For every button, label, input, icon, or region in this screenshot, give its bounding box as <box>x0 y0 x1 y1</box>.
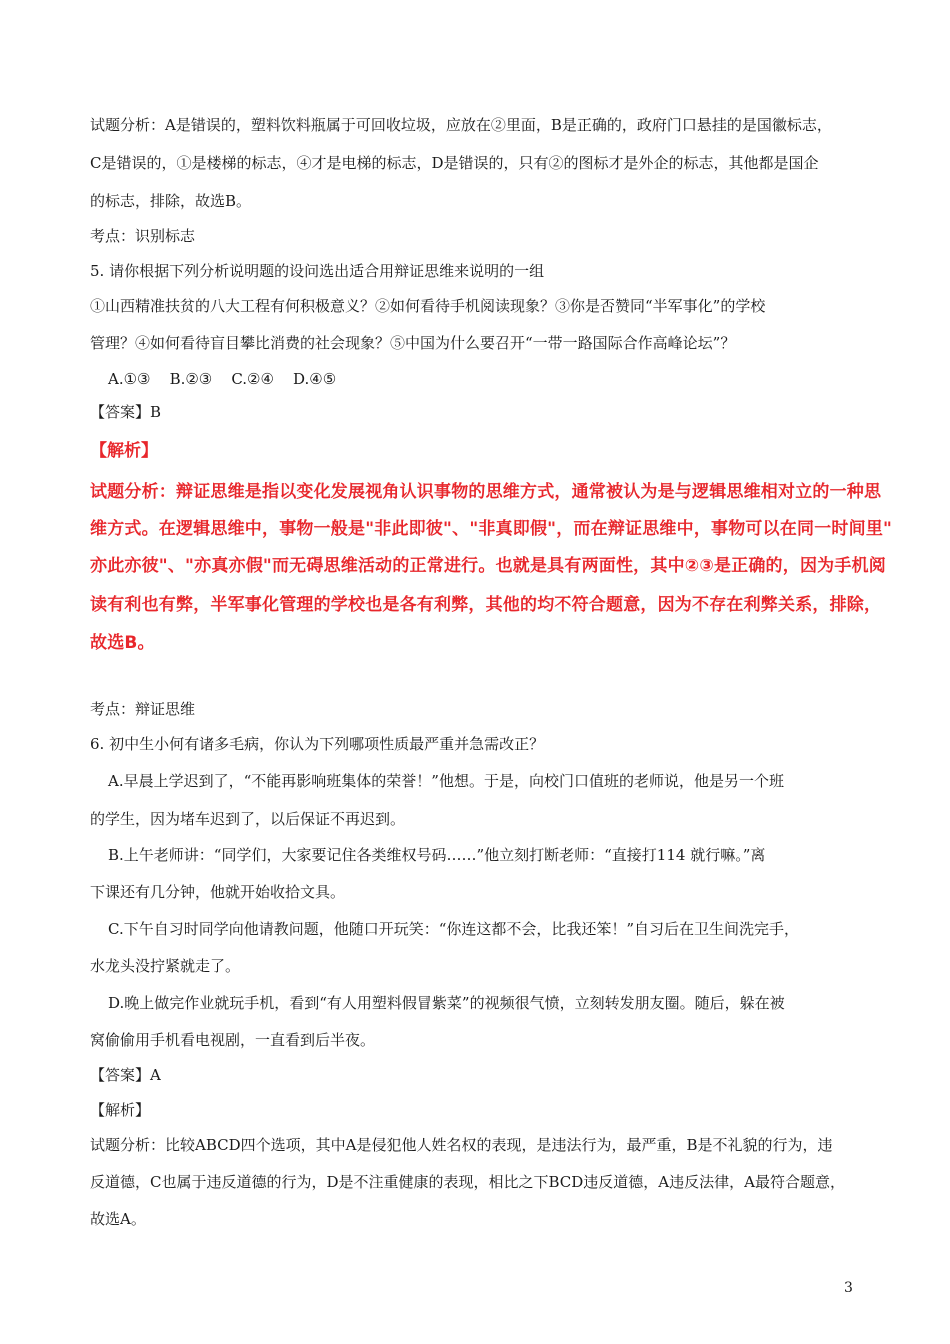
q5-items-line-1: ①山西精准扶贫的八大工程有何积极意义？②如何看待手机阅读现象？③你是否赞同“半军事化”的学校 <box>90 297 766 315</box>
q6-analysis-line-1: 试题分析：比较ABCD四个选项，其中A是侵犯他人姓名权的表现，是违法行为，最严重，B是不礼貌的行为，违 <box>90 1136 833 1154</box>
q4-analysis-line-2: C是错误的，①是楼梯的标志，④才是电梯的标志，D是错误的，只有②的图标才是外企的标志，其他都是国企 <box>90 154 819 172</box>
q6-option-c-line-2: 水龙头没拧紧就走了。 <box>90 957 241 975</box>
q5-stem: 5. 请你根据下列分析说明题的设问选出适合用辩证思维来说明的一组 <box>90 262 545 280</box>
q5-analysis-line-2: 维方式。在逻辑思维中，事物一般是"非此即彼"、"非真即假"，而在辩证思维中，事物可以在同一时间里" <box>90 519 893 539</box>
q6-jiexi-label: 【解析】 <box>90 1101 151 1119</box>
q4-analysis-line-1: 试题分析：A是错误的，塑料饮料瓶属于可回收垃圾，应放在②里面，B是正确的，政府门口悬挂的是国徽标志， <box>90 116 832 134</box>
q6-option-a-line-1: A.早晨上学迟到了，“不能再影响班集体的荣誉！”他想。于是，向校门口值班的老师说，他是另一个班 <box>108 772 784 790</box>
q5-analysis-line-1: 试题分析：辩证思维是指以变化发展视角认识事物的思维方式，通常被认为是与逻辑思维相对立的一种思 <box>90 482 882 502</box>
q4-kaodian: 考点：识别标志 <box>90 227 196 245</box>
q5-jiexi-label: 【解析】 <box>90 441 158 461</box>
q5-analysis-line-3: 亦此亦彼"、"亦真亦假"而无碍思维活动的正常进行。也就是具有两面性，其中②③是正确的，因为手机阅 <box>90 556 886 576</box>
q5-options: A.①③ B.②③ C.②④ D.④⑤ <box>108 370 337 388</box>
q5-analysis-line-4: 读有利也有弊，半军事化管理的学校也是各有利弊，其他的均不符合题意，因为不存在利弊关系，排除， <box>90 595 882 615</box>
q5-items-line-2: 管理？④如何看待盲目攀比消费的社会现象？⑤中国为什么要召开“一带一路国际合作高峰论坛”？ <box>90 334 736 352</box>
q5-analysis-line-5: 故选B。 <box>90 633 155 653</box>
q6-answer: 【答案】A <box>90 1066 161 1084</box>
q6-option-b-line-2: 下课还有几分钟，他就开始收拾文具。 <box>90 883 346 901</box>
q6-stem: 6. 初中生小何有诸多毛病，你认为下列哪项性质最严重并急需改正？ <box>90 735 545 753</box>
q6-option-c-line-1: C.下午自习时同学向他请教问题，他随口开玩笑：“你连这都不会，比我还笨！”自习后在卫生间洗完手， <box>108 920 800 938</box>
q6-analysis-line-2: 反道德，C也属于违反道德的行为，D是不注重健康的表现，相比之下BCD违反道德，A违反法律，A最符合题意， <box>90 1173 845 1191</box>
q5-kaodian: 考点：辩证思维 <box>90 700 196 718</box>
q6-option-b-line-1: B.上午老师讲：“同学们，大家要记住各类维权号码……”他立刻打断老师：“直接打114 就行嘛。”离 <box>108 846 766 864</box>
q6-option-d-line-2: 窝偷偷用手机看电视剧，一直看到后半夜。 <box>90 1031 376 1049</box>
q6-analysis-line-3: 故选A。 <box>90 1210 146 1228</box>
q6-option-a-line-2: 的学生，因为堵车迟到了，以后保证不再迟到。 <box>90 810 406 828</box>
q6-option-d-line-1: D.晚上做完作业就玩手机，看到“有人用塑料假冒紫菜”的视频很气愤，立刻转发朋友圈。随后，躲在被 <box>108 994 785 1012</box>
q4-analysis-line-3: 的标志，排除，故选B。 <box>90 192 252 210</box>
page-number: 3 <box>844 1280 853 1296</box>
q5-answer: 【答案】B <box>90 403 162 421</box>
